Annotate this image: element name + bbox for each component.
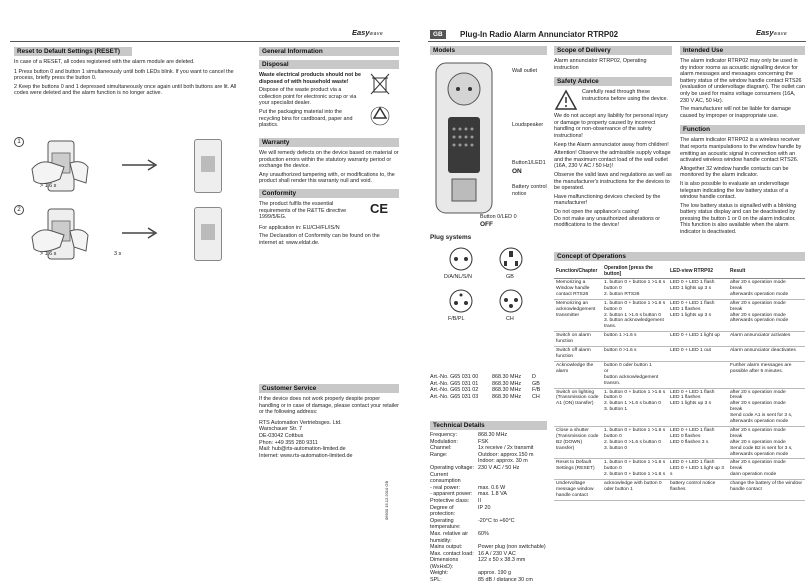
safety-warning: Carefully read through these instructions before using the device.: [582, 89, 669, 102]
address-line: Phon: +49 355 280 9311: [259, 439, 318, 446]
safety-text: Do not open the appliance's casing!: [554, 208, 640, 215]
table-row: [554, 459, 805, 480]
tech-row: Channel: 1x receive / 2x transmit: [430, 445, 534, 452]
gb-badge: GB: [430, 30, 446, 39]
left-column: [14, 47, 246, 97]
table-cell: after 20 s operation mode break after 20 s operation mode afterwards operation mode: [728, 299, 805, 332]
tech-row: Frequency: 868.30 MHz: [430, 432, 508, 438]
plug-label: CH: [506, 316, 514, 322]
table-row: [554, 426, 805, 459]
right-page: [404, 0, 808, 584]
table-cell: 1. button 0 + button 1 >1.6 s button 0 2. button 0 + button 1 >1.6 s: [602, 459, 668, 480]
logo-right: Easywave: [756, 28, 788, 37]
article-row: Art.-No. G65 031 01 868.30 MHz GB: [430, 380, 540, 387]
col-header: LED-view RTRP02: [668, 264, 728, 279]
table-cell: battery control notice flashes: [668, 480, 728, 501]
device-led-illustration: [194, 139, 222, 193]
plug-systems-title: Plug systems: [430, 234, 472, 241]
conformity-title: Conformity: [259, 189, 399, 198]
warranty-title: Warranty: [259, 138, 399, 147]
safety-text: Have malfunctioning devices checked by the manufacturer!: [554, 193, 661, 207]
table-cell: LED 0 + LED 1 flash LED 0 + LED 1 light up 3 s: [668, 459, 728, 480]
plug-label: D/A/NL/S/N: [444, 274, 472, 280]
plug-f-icon: [448, 288, 474, 314]
models-title: Models: [430, 46, 547, 55]
disposal-bold: Waste electrical products should not be disposed of with household waste!: [259, 72, 361, 85]
scope-title: Scope of Delivery: [554, 46, 672, 55]
table-cell: Close a shutter (Transmission code B2 (DOWN) transfer): [554, 426, 602, 459]
conformity-app: For application in: EU/CH/FL/IS/N: [259, 224, 340, 231]
col-header: Function/Chapter: [554, 264, 602, 279]
safety-title: Safety Advice: [554, 77, 672, 86]
table-cell: acknowledge with button 0 oder button 1: [602, 480, 668, 501]
tech-row: Indoor: approx. 30 m: [478, 458, 528, 465]
plug-grid: [440, 246, 540, 326]
conformity-decl: The Declaration of Conformity can be found on the internet at: www.eldat.de.: [259, 233, 380, 246]
safety-text: Keep the Alarm annunciator away from children!: [554, 141, 669, 148]
plug-ch-icon: [498, 288, 524, 314]
tech-row: Max. contact load: 16 A / 230 V AC: [430, 550, 516, 557]
recycling-icon: [369, 105, 391, 127]
reset-figure-1: [14, 137, 246, 199]
table-cell: after 20 s operation mode break after 20 s operation mode Send code B2 is sent for 3 s, afterwards operation mode: [728, 426, 805, 459]
operations-table: [554, 264, 805, 501]
table-cell: Undervoltage message window handle contact: [554, 480, 602, 501]
reset-title: Reset to Default Settings (RESET): [14, 47, 132, 56]
arrow-right-icon: [122, 227, 162, 239]
table-row: [554, 388, 805, 426]
col-header: Operation [press the button]: [602, 264, 668, 279]
device-led-illustration: [194, 207, 222, 261]
col-header: Result: [728, 264, 805, 279]
service-text: If the device does not work properly despite proper handling or in case of damage, please contact your retailer or the following address:: [259, 396, 399, 416]
tech-row: Operating temperature: -20°C to +60°C: [430, 517, 515, 531]
safety-text: Attention! Observe the admissible supply voltage and the maximum contact load of the wall outlet (16A, 230 V AC / 50 Hz)!: [554, 150, 671, 170]
safety-text: Observe the valid laws and regulations as well as the manufacturer's instructions for the devices to be operated.: [554, 171, 672, 192]
figure-number: 2: [14, 205, 24, 215]
table-row: [554, 347, 805, 362]
use-title: Intended Use: [680, 46, 805, 55]
plug-label: F/B/PL: [448, 316, 465, 322]
tech-row: Range: Outdoor: approx.150 m: [430, 451, 534, 458]
address-line: Internet: www.rts-automation-limited.de: [259, 452, 353, 459]
use-text: The alarm indicator RTRP02 may only be used in dry indoor rooms as acoustic signalling device for alarm messages and messages concerning the battery status of the window handle contact RTS26 (evaluation of undervoltage diagram). The outlet can only be used for mains voltage consumers (16A, 230 V AC, 50 Hz).: [680, 58, 805, 104]
warranty-text: We will remedy defects on the device based on material or production errors within the statutory warranty period or exchange the device.: [259, 150, 399, 170]
scope-text: Alarm annunciator RTRP02, Operating instruction: [554, 58, 647, 71]
table-cell: Switch on lighting (Transmission code A1 (ON) transfer): [554, 388, 602, 426]
table-cell: change the battery of the window handle contact: [728, 480, 805, 501]
table-cell: after 20 s operation mode break afterwards operation mode: [728, 279, 805, 300]
article-row: Art.-No. G65 031 00 868.30 MHz D: [430, 374, 536, 380]
table-cell: Memorizing an acknowledgement transmitter: [554, 299, 602, 332]
table-row: [554, 332, 805, 347]
arrow-right-icon: [122, 159, 162, 171]
tech-row: Weight: approx. 190 g: [430, 570, 511, 577]
table-cell: button 0 oder button 1 or button acknowledgement transm.: [602, 361, 668, 388]
table-cell: Further alarm messages are possible after 5 minutes.: [728, 361, 805, 388]
packaging-text: Put the packaging material into the recycling bins for cardboard, paper and plastics.: [259, 108, 353, 129]
table-cell: 1. button 0 + button 1 >1.6 s button 0 2. button 1 >1.6 s button 0 3. button 1: [602, 388, 668, 426]
doc-number: 06500 15.12.2010 GB: [384, 480, 389, 520]
tech-row: Operating voltage: 230 V AC / 50 Hz: [430, 464, 520, 471]
table-cell: button 0 >1.6 s: [602, 347, 668, 362]
table-cell: 1. button 0 + button 1 >1.6 s button 0 2. button 1 >1.6 s button 0 3. button acknowledgement trans.: [602, 299, 668, 332]
warning-triangle-icon: [554, 89, 578, 111]
table-cell: Alarm annunciator activates: [728, 332, 805, 347]
function-text: Altogether 32 window handle contacts can be monitored by the alarm indicator.: [680, 165, 789, 179]
safety-column: [554, 46, 672, 229]
tech-row: Modulation: FSK: [430, 438, 489, 445]
use-column: [680, 46, 805, 236]
address-line: RTS Automation Vertriebsges. Ltd.: [259, 419, 342, 426]
function-title: Function: [680, 125, 805, 134]
function-text: It is also possible to evaluate an undervoltage telegram indicating the low battery status of a window handle contact.: [680, 180, 790, 201]
left-page: [0, 0, 404, 568]
table-cell: Switch on alarm function: [554, 332, 602, 347]
label-button1: Button1/LED1: [512, 160, 546, 166]
safety-text: Do not make any unauthorized alterations or modifications to the device!: [554, 215, 661, 229]
figure-time: > 1,6 s: [40, 183, 57, 189]
conformity-text: The product fulfils the essential requirements of the R&TTE directive 1999/5/EG.: [259, 200, 347, 221]
figure-time-2: 3 s: [114, 251, 122, 257]
tech-row: Mains output: Power plug (non switchable): [430, 544, 546, 551]
tech-row: - real power: max. 0.6 W: [430, 484, 506, 491]
article-list: [430, 374, 547, 400]
function-text: The low battery status is signalled with a blinking battery status display and can be deactivated by pressing the button 1 or 0 on the alarm indicator. This function is also available when the alarm indicator is deactivated.: [680, 202, 797, 236]
table-cell: 1. button 0 + button 1 >1.6 s button 0 2. button 0 >1.6 s button 0 3. button 0: [602, 426, 668, 459]
service-title: Customer Service: [259, 384, 399, 393]
tech-row: - apparent power: max. 1.8 VA: [430, 491, 507, 498]
table-cell: LED 0 + LED 1 flash LED 0 flashes LED 0 flashes 3 s: [668, 426, 728, 459]
label-off: OFF: [480, 221, 493, 228]
tech-title: Technical Details: [430, 421, 547, 430]
tech-row: SPL: 85 dB / distance 30 cm: [430, 577, 533, 584]
reset-step-2: 2 Keep the buttons 0 and 1 depressed simultaneously once again until both buttons are lit. All codes were deleted and the alarm function is no longer active.: [14, 83, 237, 97]
disposal-title: Disposal: [259, 60, 399, 69]
top-rule-left: [10, 41, 400, 42]
plug-d-icon: [448, 246, 474, 272]
table-cell: [668, 361, 728, 388]
figure-time: > 1,6 s: [40, 251, 57, 257]
label-loudspeaker: Loudspeaker: [512, 122, 544, 128]
use-text-2: The manufacturer will not be liable for damage caused by improper or inappropriate use.: [680, 106, 791, 119]
label-button0: Button 0/LED 0: [480, 214, 517, 220]
table-row: [554, 279, 805, 300]
table-cell: LED 0 + LED 1 out: [668, 347, 728, 362]
top-rule-right: [428, 41, 806, 42]
warranty-text-2: Any unauthorized tampering with, or modifications to, the product shall render this warranty null and void.: [259, 171, 395, 185]
disposal-text: Dispose of the waste product via a collection point for electronic scrap or via your specialist dealer.: [259, 87, 357, 107]
address-line: DE-03042 Cottbus: [259, 432, 304, 439]
article-row: Art.-No. G65 031 02 868.30 MHz F/B: [430, 387, 541, 394]
table-cell: LED 0 + LED 1 light up: [668, 332, 728, 347]
table-cell: Alarm annunciator deactivates: [728, 347, 805, 362]
ce-mark: CE: [369, 200, 389, 216]
address-line: Warschauer Str. 7: [259, 426, 302, 433]
label-on: ON: [512, 168, 522, 175]
tech-row: Current consumption: [430, 471, 461, 485]
table-cell: LED 0 + LED 1 flash LED 1 flashes LED 1 lights up 3 s: [668, 299, 728, 332]
tech-row: Protective class: II: [430, 497, 481, 504]
article-row: Art.-No. G65 031 03 868.30 MHz CH: [430, 393, 540, 400]
table-cell: Memorizing a Window handle contact RTS26: [554, 279, 602, 300]
table-cell: 1. button 0 + button 1 >1.6 s button 0 2. button RTS26: [602, 279, 668, 300]
tech-row: Max. relative air humidity: 60%: [430, 530, 489, 544]
function-text: The alarm indicator RTRP02 is a wireless receiver that reports manipulations to the window handle by emitting an acoustic signal in connection with an activated wireless window handle contact RTS26.: [680, 137, 802, 164]
table-cell: button 1 >1.6 s: [602, 332, 668, 347]
customer-service: [259, 384, 399, 459]
reset-text: In case of a RESET, all codes registered with the alarm module are deleted.: [14, 59, 195, 65]
label-wall-outlet: Wall outlet: [512, 68, 537, 74]
reset-figure-2: [14, 205, 246, 267]
technical-details: [430, 421, 547, 584]
table-cell: LED 0 + LED 1 flash LED 1 lights up 3 s: [668, 279, 728, 300]
table-cell: after 20 s operation mode break after 20 s operation mode break Send code A1 is sent for 3 s, afterwards operation mode: [728, 388, 805, 426]
table-row: [554, 361, 805, 388]
table-row: [554, 299, 805, 332]
safety-text: We do not accept any liability for personal injury or damage to property caused by incorrect handling or non-observance of the safety instructions!: [554, 113, 669, 139]
figure-number: 1: [14, 137, 24, 147]
tech-row: Degree of protection: IP 20: [430, 504, 491, 518]
tech-row: Dimensions (WxHxD): 122 x 50 x 38.3 mm: [430, 557, 526, 570]
table-row: [554, 480, 805, 501]
middle-column: [259, 47, 399, 247]
label-battery-notice: Battery control notice: [512, 184, 547, 197]
table-cell: LED 0 + LED 1 flash LED 1 flashes LED 1 lights up 3 s: [668, 388, 728, 426]
tech-list: [430, 432, 547, 584]
device-illustration: [430, 59, 500, 219]
address-line: Mail: hub@rts-automation-limited.de: [259, 446, 346, 453]
concept-title: Concept of Operations: [554, 252, 805, 261]
plug-gb-icon: [498, 246, 524, 272]
page-title: Plug-In Radio Alarm Annunciator RTRP02: [460, 30, 619, 39]
general-title: General Information: [259, 47, 399, 56]
table-cell: after 20 s operation mode break dann operation mode: [728, 459, 805, 480]
plug-label: GB: [506, 274, 514, 280]
concept-of-operations: [554, 252, 805, 501]
table-cell: Acknowledge the alarm: [554, 361, 602, 388]
logo-left: Easywave: [352, 28, 384, 37]
table-cell: Reset to Default Settings (RESET): [554, 459, 602, 480]
reset-step-1: 1 Press button 0 and button 1 simultaneously until both LEDs blink. If you want to cancel the process, briefly press the button 0.: [14, 68, 234, 82]
crossed-bin-icon: [369, 72, 391, 96]
table-cell: Switch off alarm function: [554, 347, 602, 362]
models-column: [430, 46, 547, 584]
